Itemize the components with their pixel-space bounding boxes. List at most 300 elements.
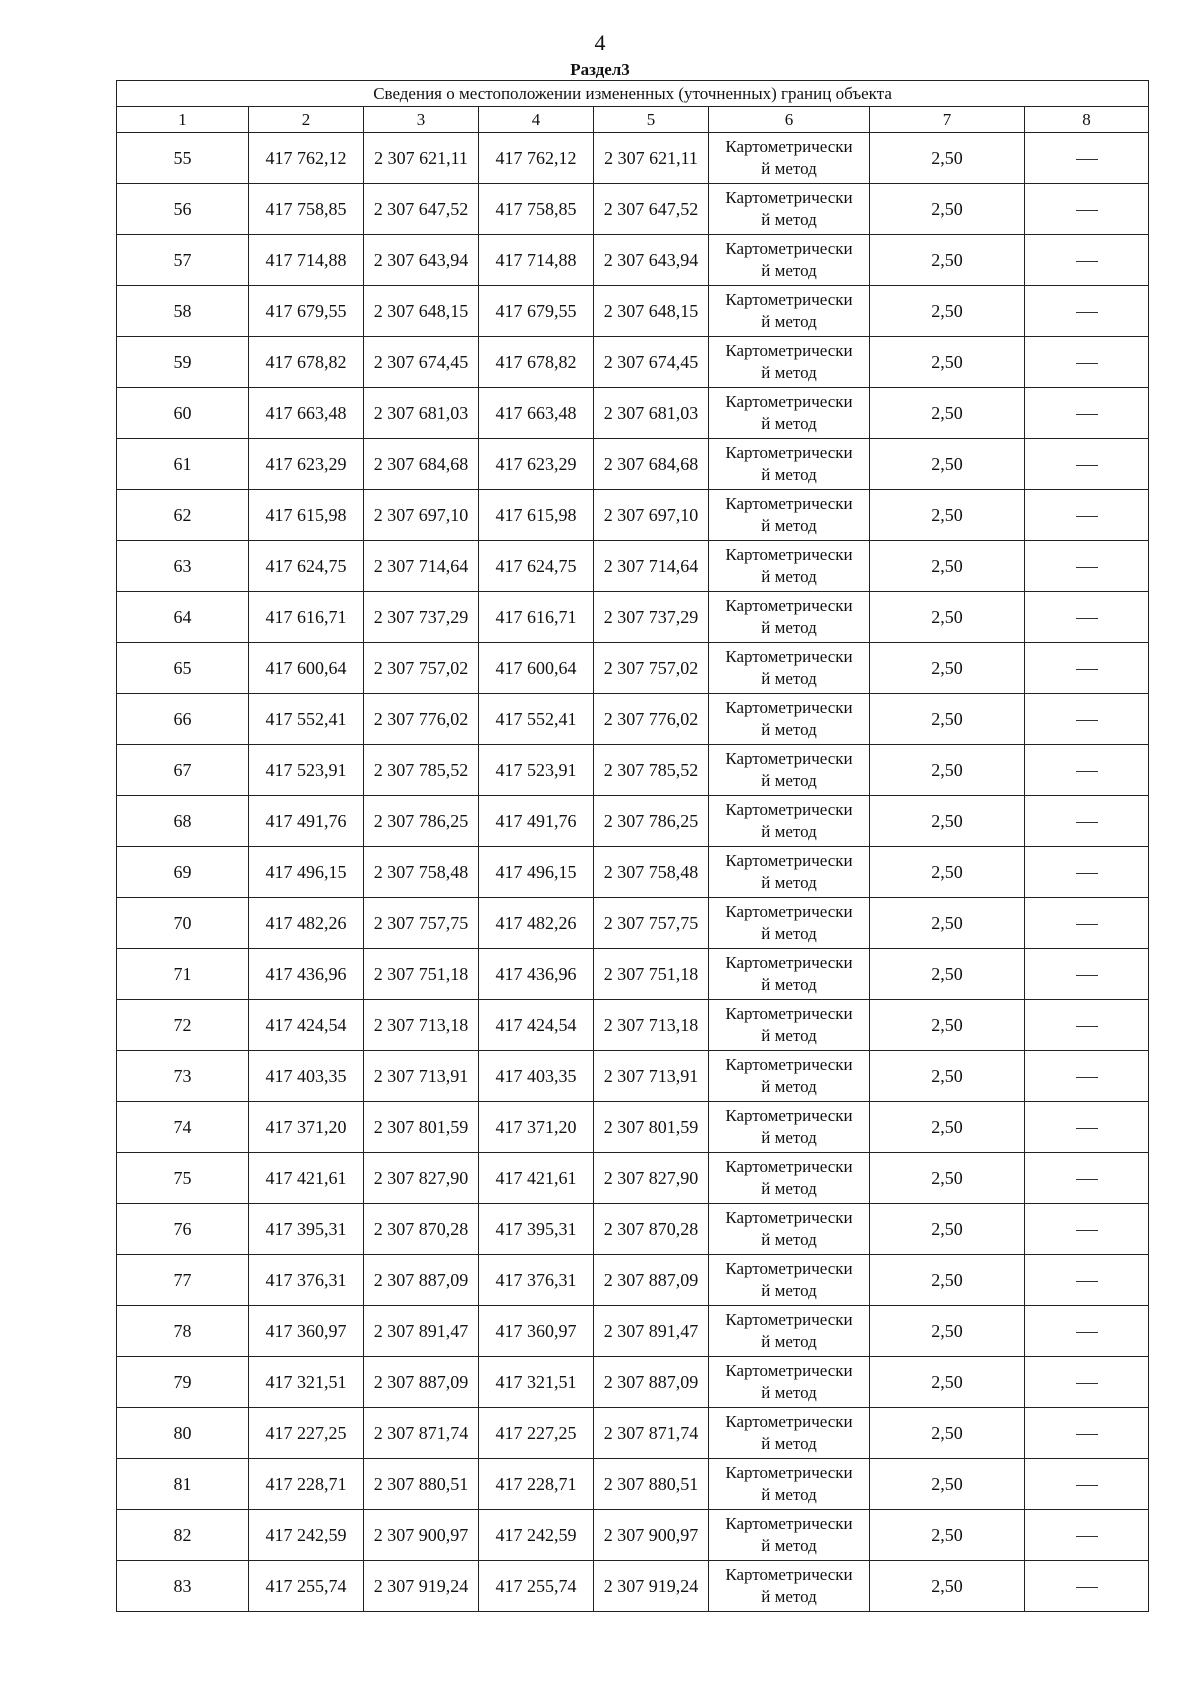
x-existing: 417 424,54 xyxy=(249,1000,364,1051)
method-text: Картометрически xyxy=(725,137,853,156)
accuracy: 2,50 xyxy=(870,745,1025,796)
method-cell xyxy=(709,847,870,898)
method-cell xyxy=(709,490,870,541)
empty-value-cell xyxy=(1025,592,1149,643)
y-existing: 2 307 891,47 xyxy=(364,1306,479,1357)
column-header-2: 2 xyxy=(249,107,364,133)
y-new: 2 307 697,10 xyxy=(594,490,709,541)
x-new: 417 227,25 xyxy=(479,1408,594,1459)
x-existing: 417 421,61 xyxy=(249,1153,364,1204)
method-text: Картометрически xyxy=(725,902,853,921)
x-existing: 417 321,51 xyxy=(249,1357,364,1408)
method-text: й метод xyxy=(761,1383,817,1402)
method-text: Картометрически xyxy=(725,188,853,207)
x-existing: 417 360,97 xyxy=(249,1306,364,1357)
point-number: 69 xyxy=(117,847,249,898)
x-existing: 417 523,91 xyxy=(249,745,364,796)
table-row xyxy=(117,235,1149,286)
section-title: Раздел3 xyxy=(570,60,630,79)
x-new: 417 663,48 xyxy=(479,388,594,439)
method-text: й метод xyxy=(761,771,817,790)
x-existing: 417 758,85 xyxy=(249,184,364,235)
method-cell xyxy=(709,541,870,592)
y-new: 2 307 751,18 xyxy=(594,949,709,1000)
accuracy: 2,50 xyxy=(870,1459,1025,1510)
empty-value-cell xyxy=(1025,694,1149,745)
method-text: й метод xyxy=(761,1026,817,1045)
dash-mark xyxy=(1076,159,1098,160)
column-header-7: 7 xyxy=(870,107,1025,133)
y-new: 2 307 827,90 xyxy=(594,1153,709,1204)
method-text: Картометрически xyxy=(725,341,853,360)
method-text: й метод xyxy=(761,1332,817,1351)
y-new: 2 307 900,97 xyxy=(594,1510,709,1561)
table-row xyxy=(117,1102,1149,1153)
dash-mark xyxy=(1076,1536,1098,1537)
x-existing: 417 242,59 xyxy=(249,1510,364,1561)
x-new: 417 758,85 xyxy=(479,184,594,235)
y-existing: 2 307 757,75 xyxy=(364,898,479,949)
method-text: Картометрически xyxy=(725,647,853,666)
x-existing: 417 616,71 xyxy=(249,592,364,643)
y-existing: 2 307 713,18 xyxy=(364,1000,479,1051)
method-text: Картометрически xyxy=(725,443,853,462)
column-header-row xyxy=(117,107,1149,133)
method-text: Картометрически xyxy=(725,1361,853,1380)
y-existing: 2 307 621,11 xyxy=(364,133,479,184)
method-text: й метод xyxy=(761,516,817,535)
accuracy: 2,50 xyxy=(870,898,1025,949)
dash-mark xyxy=(1076,720,1098,721)
accuracy: 2,50 xyxy=(870,1510,1025,1561)
accuracy: 2,50 xyxy=(870,541,1025,592)
accuracy: 2,50 xyxy=(870,1408,1025,1459)
dash-mark xyxy=(1076,414,1098,415)
table-row xyxy=(117,1051,1149,1102)
table-row xyxy=(117,133,1149,184)
x-new: 417 624,75 xyxy=(479,541,594,592)
dash-mark xyxy=(1076,261,1098,262)
method-text: й метод xyxy=(761,1485,817,1504)
y-existing: 2 307 758,48 xyxy=(364,847,479,898)
x-new: 417 523,91 xyxy=(479,745,594,796)
method-cell xyxy=(709,643,870,694)
method-text: Картометрически xyxy=(725,1565,853,1584)
dash-mark xyxy=(1076,567,1098,568)
empty-value-cell xyxy=(1025,286,1149,337)
point-number: 68 xyxy=(117,796,249,847)
y-new: 2 307 647,52 xyxy=(594,184,709,235)
x-new: 417 616,71 xyxy=(479,592,594,643)
method-cell xyxy=(709,898,870,949)
method-text: й метод xyxy=(761,618,817,637)
point-number: 63 xyxy=(117,541,249,592)
x-new: 417 678,82 xyxy=(479,337,594,388)
method-cell xyxy=(709,1561,870,1612)
accuracy: 2,50 xyxy=(870,1102,1025,1153)
method-text: Картометрически xyxy=(725,1310,853,1329)
method-cell xyxy=(709,235,870,286)
x-new: 417 228,71 xyxy=(479,1459,594,1510)
y-existing: 2 307 751,18 xyxy=(364,949,479,1000)
x-existing: 417 376,31 xyxy=(249,1255,364,1306)
method-text: й метод xyxy=(761,720,817,739)
y-existing: 2 307 714,64 xyxy=(364,541,479,592)
method-text: Картометрически xyxy=(725,596,853,615)
point-number: 75 xyxy=(117,1153,249,1204)
method-text: Картометрически xyxy=(725,1412,853,1431)
table-body xyxy=(117,133,1149,1612)
empty-value-cell xyxy=(1025,1408,1149,1459)
dash-mark xyxy=(1076,975,1098,976)
table-row xyxy=(117,1357,1149,1408)
method-text: й метод xyxy=(761,363,817,382)
point-number: 65 xyxy=(117,643,249,694)
y-existing: 2 307 919,24 xyxy=(364,1561,479,1612)
y-existing: 2 307 737,29 xyxy=(364,592,479,643)
method-text: Картометрически xyxy=(725,545,853,564)
empty-value-cell xyxy=(1025,235,1149,286)
x-new: 417 679,55 xyxy=(479,286,594,337)
empty-value-cell xyxy=(1025,1357,1149,1408)
dash-mark xyxy=(1076,210,1098,211)
point-number: 66 xyxy=(117,694,249,745)
y-new: 2 307 648,15 xyxy=(594,286,709,337)
dash-mark xyxy=(1076,924,1098,925)
method-text: Картометрически xyxy=(725,749,853,768)
accuracy: 2,50 xyxy=(870,1306,1025,1357)
y-new: 2 307 757,75 xyxy=(594,898,709,949)
dash-mark xyxy=(1076,1128,1098,1129)
method-text: й метод xyxy=(761,1128,817,1147)
method-cell xyxy=(709,1102,870,1153)
point-number: 77 xyxy=(117,1255,249,1306)
point-number: 71 xyxy=(117,949,249,1000)
y-new: 2 307 891,47 xyxy=(594,1306,709,1357)
y-new: 2 307 684,68 xyxy=(594,439,709,490)
column-header-3: 3 xyxy=(364,107,479,133)
accuracy: 2,50 xyxy=(870,184,1025,235)
x-existing: 417 624,75 xyxy=(249,541,364,592)
accuracy: 2,50 xyxy=(870,388,1025,439)
table-row xyxy=(117,541,1149,592)
y-new: 2 307 871,74 xyxy=(594,1408,709,1459)
y-new: 2 307 785,52 xyxy=(594,745,709,796)
point-number: 74 xyxy=(117,1102,249,1153)
method-text: й метод xyxy=(761,1179,817,1198)
method-cell xyxy=(709,388,870,439)
method-text: Картометрически xyxy=(725,494,853,513)
y-new: 2 307 919,24 xyxy=(594,1561,709,1612)
accuracy: 2,50 xyxy=(870,796,1025,847)
accuracy: 2,50 xyxy=(870,439,1025,490)
method-text: Картометрически xyxy=(725,1106,853,1125)
y-new: 2 307 621,11 xyxy=(594,133,709,184)
method-text: Картометрически xyxy=(725,1259,853,1278)
dash-mark xyxy=(1076,618,1098,619)
method-text: й метод xyxy=(761,465,817,484)
point-number: 78 xyxy=(117,1306,249,1357)
y-existing: 2 307 713,91 xyxy=(364,1051,479,1102)
accuracy: 2,50 xyxy=(870,847,1025,898)
empty-value-cell xyxy=(1025,1204,1149,1255)
empty-value-cell xyxy=(1025,133,1149,184)
x-existing: 417 228,71 xyxy=(249,1459,364,1510)
table-row xyxy=(117,490,1149,541)
boundary-coordinates-table xyxy=(116,80,1149,1612)
y-new: 2 307 681,03 xyxy=(594,388,709,439)
y-existing: 2 307 900,97 xyxy=(364,1510,479,1561)
method-text: й метод xyxy=(761,1434,817,1453)
x-new: 417 491,76 xyxy=(479,796,594,847)
point-number: 56 xyxy=(117,184,249,235)
empty-value-cell xyxy=(1025,184,1149,235)
accuracy: 2,50 xyxy=(870,949,1025,1000)
y-existing: 2 307 880,51 xyxy=(364,1459,479,1510)
table-row xyxy=(117,1153,1149,1204)
y-new: 2 307 776,02 xyxy=(594,694,709,745)
accuracy: 2,50 xyxy=(870,643,1025,694)
method-text: Картометрически xyxy=(725,1514,853,1533)
empty-value-cell xyxy=(1025,1000,1149,1051)
x-new: 417 403,35 xyxy=(479,1051,594,1102)
x-existing: 417 395,31 xyxy=(249,1204,364,1255)
empty-value-cell xyxy=(1025,541,1149,592)
x-existing: 417 679,55 xyxy=(249,286,364,337)
x-existing: 417 663,48 xyxy=(249,388,364,439)
x-new: 417 255,74 xyxy=(479,1561,594,1612)
empty-value-cell xyxy=(1025,898,1149,949)
y-existing: 2 307 871,74 xyxy=(364,1408,479,1459)
dash-mark xyxy=(1076,771,1098,772)
dash-mark xyxy=(1076,1230,1098,1231)
table-row xyxy=(117,592,1149,643)
x-new: 417 623,29 xyxy=(479,439,594,490)
point-number: 62 xyxy=(117,490,249,541)
column-header-8: 8 xyxy=(1025,107,1149,133)
column-header-6: 6 xyxy=(709,107,870,133)
table-row xyxy=(117,1510,1149,1561)
table-row xyxy=(117,184,1149,235)
y-new: 2 307 643,94 xyxy=(594,235,709,286)
table-row xyxy=(117,898,1149,949)
table-row xyxy=(117,1000,1149,1051)
method-text: й метод xyxy=(761,414,817,433)
accuracy: 2,50 xyxy=(870,337,1025,388)
table-row xyxy=(117,745,1149,796)
method-text: й метод xyxy=(761,1536,817,1555)
method-cell xyxy=(709,184,870,235)
dash-mark xyxy=(1076,1179,1098,1180)
x-new: 417 376,31 xyxy=(479,1255,594,1306)
method-text: й метод xyxy=(761,822,817,841)
x-existing: 417 255,74 xyxy=(249,1561,364,1612)
point-number: 70 xyxy=(117,898,249,949)
method-text: й метод xyxy=(761,975,817,994)
accuracy: 2,50 xyxy=(870,286,1025,337)
y-existing: 2 307 643,94 xyxy=(364,235,479,286)
x-existing: 417 600,64 xyxy=(249,643,364,694)
method-text: Картометрически xyxy=(725,851,853,870)
accuracy: 2,50 xyxy=(870,1204,1025,1255)
method-text: й метод xyxy=(761,1077,817,1096)
y-existing: 2 307 684,68 xyxy=(364,439,479,490)
method-text: й метод xyxy=(761,873,817,892)
x-new: 417 421,61 xyxy=(479,1153,594,1204)
y-new: 2 307 737,29 xyxy=(594,592,709,643)
dash-mark xyxy=(1076,873,1098,874)
method-cell xyxy=(709,949,870,1000)
accuracy: 2,50 xyxy=(870,1153,1025,1204)
method-text: Картометрически xyxy=(725,953,853,972)
accuracy: 2,50 xyxy=(870,1255,1025,1306)
empty-value-cell xyxy=(1025,796,1149,847)
column-header-5: 5 xyxy=(594,107,709,133)
empty-value-cell xyxy=(1025,439,1149,490)
y-new: 2 307 887,09 xyxy=(594,1357,709,1408)
x-new: 417 424,54 xyxy=(479,1000,594,1051)
table-row xyxy=(117,286,1149,337)
column-header-4: 4 xyxy=(479,107,594,133)
method-text: Картометрически xyxy=(725,392,853,411)
y-new: 2 307 713,91 xyxy=(594,1051,709,1102)
table-row xyxy=(117,1204,1149,1255)
empty-value-cell xyxy=(1025,1459,1149,1510)
method-cell xyxy=(709,439,870,490)
accuracy: 2,50 xyxy=(870,1561,1025,1612)
method-text: й метод xyxy=(761,312,817,331)
method-text: Картометрически xyxy=(725,1208,853,1227)
y-existing: 2 307 785,52 xyxy=(364,745,479,796)
x-new: 417 395,31 xyxy=(479,1204,594,1255)
y-new: 2 307 758,48 xyxy=(594,847,709,898)
method-text: Картометрически xyxy=(725,1463,853,1482)
method-cell xyxy=(709,1000,870,1051)
column-header-1: 1 xyxy=(117,107,249,133)
accuracy: 2,50 xyxy=(870,133,1025,184)
table-row xyxy=(117,337,1149,388)
accuracy: 2,50 xyxy=(870,592,1025,643)
method-text: Картометрически xyxy=(725,1157,853,1176)
x-new: 417 552,41 xyxy=(479,694,594,745)
empty-value-cell xyxy=(1025,1102,1149,1153)
table-row xyxy=(117,1255,1149,1306)
accuracy: 2,50 xyxy=(870,1357,1025,1408)
method-cell xyxy=(709,745,870,796)
point-number: 82 xyxy=(117,1510,249,1561)
method-text: й метод xyxy=(761,567,817,586)
dash-mark xyxy=(1076,1485,1098,1486)
dash-mark xyxy=(1076,822,1098,823)
dash-mark xyxy=(1076,1332,1098,1333)
table-row xyxy=(117,1306,1149,1357)
x-existing: 417 436,96 xyxy=(249,949,364,1000)
y-existing: 2 307 786,25 xyxy=(364,796,479,847)
x-new: 417 360,97 xyxy=(479,1306,594,1357)
empty-value-cell xyxy=(1025,337,1149,388)
x-existing: 417 623,29 xyxy=(249,439,364,490)
point-number: 80 xyxy=(117,1408,249,1459)
method-text: й метод xyxy=(761,159,817,178)
dash-mark xyxy=(1076,1281,1098,1282)
x-existing: 417 678,82 xyxy=(249,337,364,388)
x-existing: 417 491,76 xyxy=(249,796,364,847)
x-new: 417 496,15 xyxy=(479,847,594,898)
empty-value-cell xyxy=(1025,643,1149,694)
x-existing: 417 482,26 xyxy=(249,898,364,949)
x-new: 417 615,98 xyxy=(479,490,594,541)
x-existing: 417 615,98 xyxy=(249,490,364,541)
method-text: Картометрически xyxy=(725,1004,853,1023)
method-text: й метод xyxy=(761,1587,817,1606)
x-existing: 417 227,25 xyxy=(249,1408,364,1459)
y-new: 2 307 714,64 xyxy=(594,541,709,592)
y-existing: 2 307 827,90 xyxy=(364,1153,479,1204)
y-new: 2 307 757,02 xyxy=(594,643,709,694)
empty-value-cell xyxy=(1025,949,1149,1000)
point-number: 79 xyxy=(117,1357,249,1408)
y-existing: 2 307 674,45 xyxy=(364,337,479,388)
y-existing: 2 307 887,09 xyxy=(364,1357,479,1408)
method-cell xyxy=(709,796,870,847)
point-number: 83 xyxy=(117,1561,249,1612)
y-existing: 2 307 776,02 xyxy=(364,694,479,745)
method-cell xyxy=(709,1051,870,1102)
point-number: 57 xyxy=(117,235,249,286)
point-number: 73 xyxy=(117,1051,249,1102)
page-number: 4 xyxy=(594,30,606,55)
point-number: 55 xyxy=(117,133,249,184)
x-new: 417 762,12 xyxy=(479,133,594,184)
accuracy: 2,50 xyxy=(870,1000,1025,1051)
x-existing: 417 714,88 xyxy=(249,235,364,286)
accuracy: 2,50 xyxy=(870,490,1025,541)
point-number: 81 xyxy=(117,1459,249,1510)
empty-value-cell xyxy=(1025,490,1149,541)
point-number: 72 xyxy=(117,1000,249,1051)
y-existing: 2 307 887,09 xyxy=(364,1255,479,1306)
dash-mark xyxy=(1076,1077,1098,1078)
point-number: 59 xyxy=(117,337,249,388)
dash-mark xyxy=(1076,1434,1098,1435)
dash-mark xyxy=(1076,363,1098,364)
method-text: Картометрически xyxy=(725,1055,853,1074)
y-new: 2 307 674,45 xyxy=(594,337,709,388)
empty-value-cell xyxy=(1025,1153,1149,1204)
method-cell xyxy=(709,1408,870,1459)
point-number: 67 xyxy=(117,745,249,796)
table-row xyxy=(117,643,1149,694)
method-text: Картометрически xyxy=(725,800,853,819)
x-new: 417 482,26 xyxy=(479,898,594,949)
y-existing: 2 307 757,02 xyxy=(364,643,479,694)
empty-value-cell xyxy=(1025,388,1149,439)
x-new: 417 714,88 xyxy=(479,235,594,286)
empty-value-cell xyxy=(1025,1051,1149,1102)
y-existing: 2 307 697,10 xyxy=(364,490,479,541)
x-new: 417 436,96 xyxy=(479,949,594,1000)
y-new: 2 307 801,59 xyxy=(594,1102,709,1153)
y-existing: 2 307 681,03 xyxy=(364,388,479,439)
point-number: 64 xyxy=(117,592,249,643)
point-number: 58 xyxy=(117,286,249,337)
point-number: 60 xyxy=(117,388,249,439)
table-row xyxy=(117,1561,1149,1612)
dash-mark xyxy=(1076,1383,1098,1384)
y-new: 2 307 887,09 xyxy=(594,1255,709,1306)
empty-value-cell xyxy=(1025,847,1149,898)
dash-mark xyxy=(1076,1587,1098,1588)
